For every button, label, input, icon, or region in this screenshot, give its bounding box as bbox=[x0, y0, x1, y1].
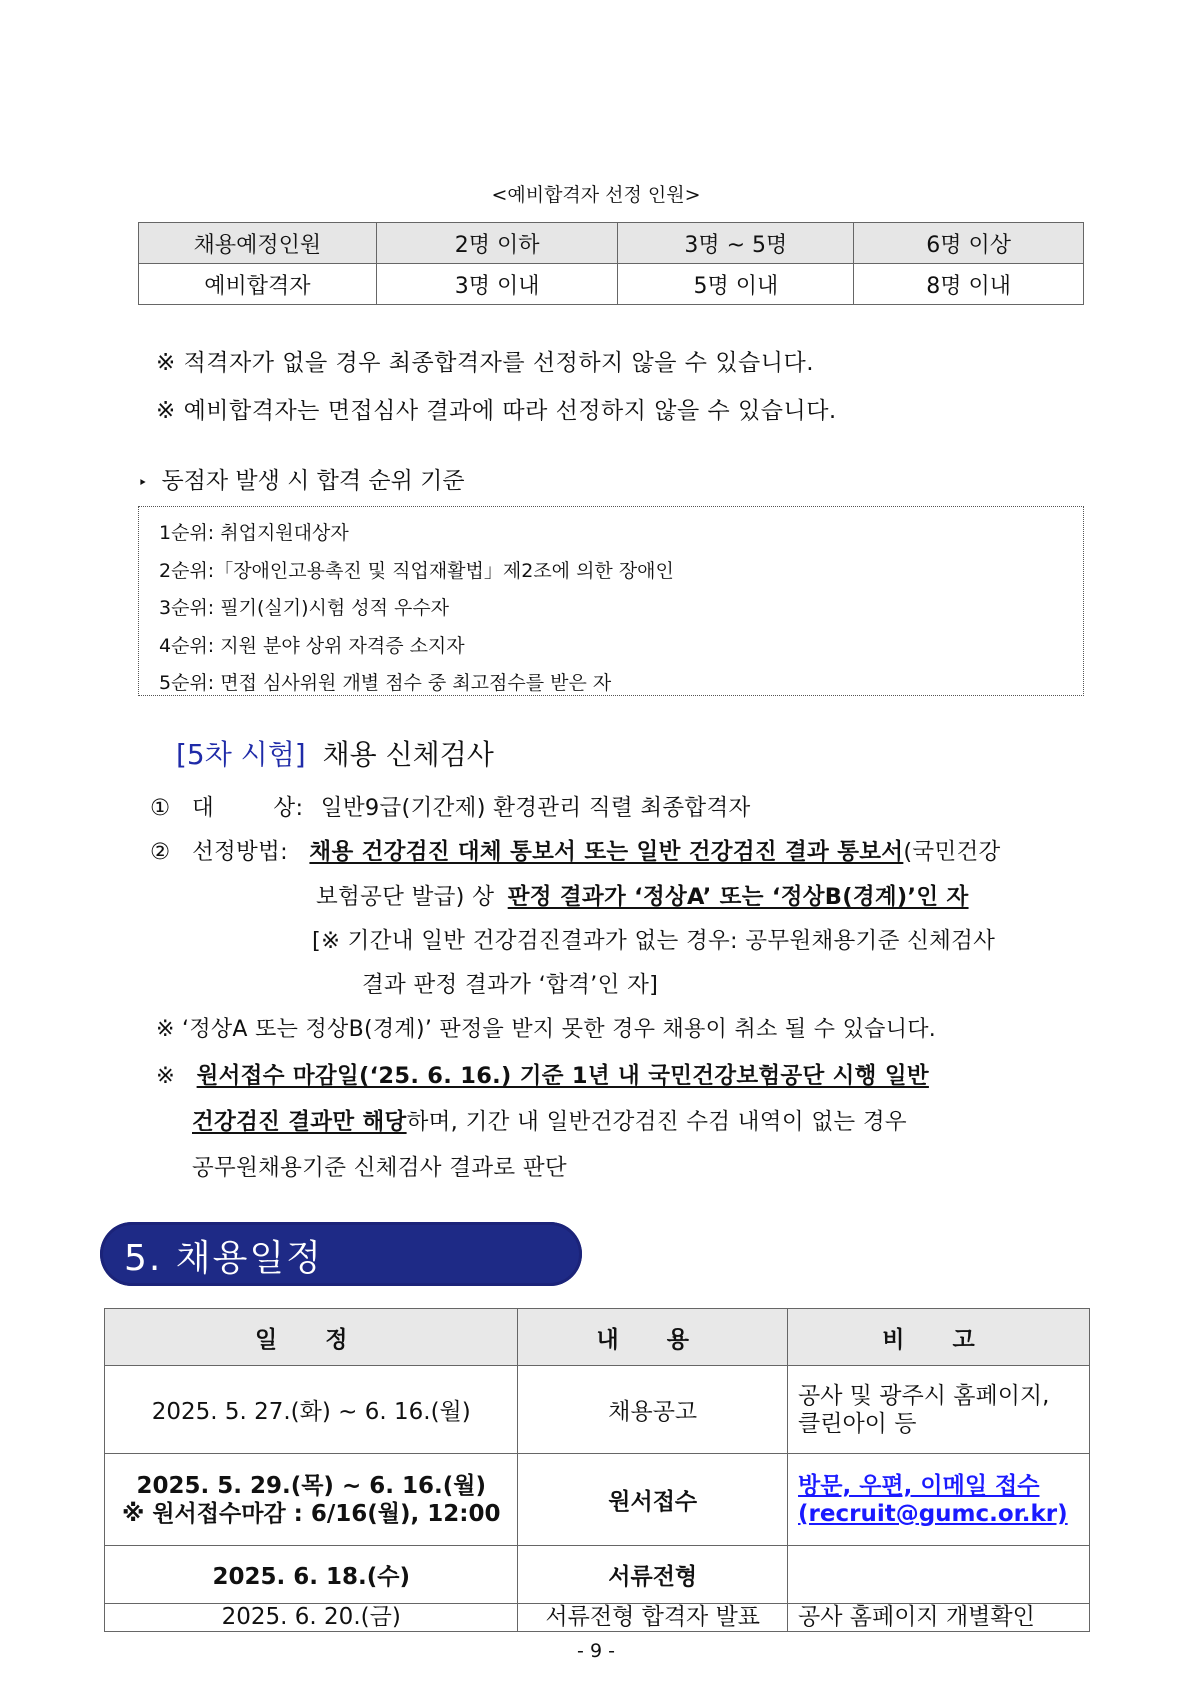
tie-heading-text: 동점자 발생 시 합격 순위 기준 bbox=[161, 468, 465, 494]
circled-one: ① bbox=[150, 795, 171, 821]
schedule-row bbox=[105, 1546, 1090, 1604]
exam5-item1 bbox=[150, 790, 751, 822]
schedule-row bbox=[105, 1604, 1090, 1632]
exam5-note2-line2 bbox=[192, 1104, 907, 1136]
schedule-header-note: 비 고 bbox=[788, 1309, 1090, 1366]
reserve-table-row bbox=[139, 264, 1084, 305]
note2-mark: ※ bbox=[156, 1063, 176, 1089]
page-number: - 9 - bbox=[577, 1640, 615, 1662]
exam5-item2-sub1: [※ 기간내 일반 건강검진결과가 없는 경우: 공무원채용기준 신체검사 bbox=[312, 928, 996, 954]
reserve-cell: 3명 이내 bbox=[376, 264, 618, 305]
note-line: 클린아이 등 bbox=[798, 1410, 917, 1437]
section5-title: 5. 채용일정 bbox=[124, 1238, 323, 1279]
schedule-date: 2025. 6. 20.(금) bbox=[105, 1604, 518, 1632]
item2-text2: 보험공단 발급) 상 bbox=[316, 884, 495, 910]
note2-text2: 하며, 기간 내 일반건강검진 수검 내역이 없는 경우 bbox=[406, 1109, 907, 1135]
note-line: 공사 및 광주시 홈페이지, bbox=[798, 1382, 1050, 1409]
circled-two: ② bbox=[150, 839, 171, 865]
exam5-heading bbox=[176, 733, 494, 773]
schedule-header-content: 내 용 bbox=[518, 1309, 788, 1366]
reserve-cell: 8명 이내 bbox=[854, 264, 1084, 305]
tie-heading bbox=[138, 462, 465, 495]
reserve-cell: 예비합격자 bbox=[139, 264, 377, 305]
schedule-content: 채용공고 bbox=[518, 1366, 788, 1454]
bullet-icon: ‣ bbox=[138, 473, 148, 492]
schedule-content: 원서접수 bbox=[518, 1454, 788, 1546]
schedule-content: 서류전형 합격자 발표 bbox=[518, 1604, 788, 1632]
section5-banner bbox=[100, 1222, 582, 1286]
schedule-note bbox=[788, 1454, 1090, 1546]
apply-methods-link[interactable]: 방문, 우편, 이메일 접수 bbox=[798, 1472, 1040, 1499]
reserve-table bbox=[138, 222, 1084, 305]
reserve-header-cell: 6명 이상 bbox=[854, 223, 1084, 264]
rank-item: 3순위: 필기(실기)시험 성적 우수자 bbox=[159, 597, 450, 619]
item1-label: 대 상: bbox=[191, 795, 304, 821]
schedule-note: 공사 홈페이지 개별확인 bbox=[788, 1604, 1090, 1632]
schedule-table bbox=[104, 1308, 1090, 1632]
reserve-table-caption: <예비합격자 선정 인원> bbox=[491, 184, 701, 206]
item2-underline2: 판정 결과가 ‘정상A’ 또는 ‘정상B(경계)’인 자 bbox=[507, 884, 969, 910]
tie-rank-box bbox=[138, 506, 1084, 696]
reserve-table-header bbox=[139, 223, 1084, 264]
schedule-date: 2025. 6. 18.(수) bbox=[105, 1546, 518, 1604]
deadline-text: ※ 원서접수마감 : 6/16(월), 12:00 bbox=[121, 1500, 501, 1527]
note2-underline1: 원서접수 마감일(‘25. 6. 16.) 기준 1년 내 국민건강보험공단 시행 일반 bbox=[196, 1063, 929, 1089]
schedule-content: 서류전형 bbox=[518, 1546, 788, 1604]
exam5-note1: ※ ‘정상A 또는 정상B(경계)’ 판정을 받지 못한 경우 채용이 취소 될 수 있습니다. bbox=[156, 1017, 937, 1042]
note-no-qualified: ※ 적격자가 없을 경우 최종합격자를 선정하지 않을 수 있습니다. bbox=[156, 350, 815, 376]
item1-text: 일반9급(기간제) 환경관리 직렬 최종합격자 bbox=[320, 795, 751, 821]
exam5-title: 채용 신체검사 bbox=[322, 738, 494, 771]
date-text: 2025. 5. 27.(화) ~ 6. 16.(월) bbox=[151, 1399, 471, 1425]
item2-text1: (국민건강 bbox=[903, 839, 1001, 865]
rank-item: 5순위: 면접 심사위원 개별 점수 중 최고점수를 받은 자 bbox=[159, 672, 612, 694]
schedule-row bbox=[105, 1454, 1090, 1546]
date-text: 2025. 5. 29.(목) ~ 6. 16.(월) bbox=[136, 1472, 486, 1499]
exam5-tag: [5차 시험] bbox=[176, 738, 306, 771]
schedule-note bbox=[788, 1546, 1090, 1604]
schedule-header-date: 일 정 bbox=[105, 1309, 518, 1366]
reserve-header-cell: 3명 ~ 5명 bbox=[618, 223, 854, 264]
recruit-email-link[interactable]: (recruit@gumc.or.kr) bbox=[798, 1500, 1068, 1527]
exam5-item2-sub2: 결과 판정 결과가 ‘합격’인 자] bbox=[362, 972, 659, 998]
rank-item: 2순위:「장애인고용촉진 및 직업재활법」제2조에 의한 장애인 bbox=[159, 559, 674, 582]
rank-item: 1순위: 취업지원대상자 bbox=[159, 522, 349, 544]
schedule-date bbox=[105, 1366, 518, 1454]
rank-item: 4순위: 지원 분야 상위 자격증 소지자 bbox=[159, 634, 465, 657]
reserve-header-cell: 채용예정인원 bbox=[139, 223, 377, 264]
exam5-note2-line3: 공무원채용기준 신체검사 결과로 판단 bbox=[192, 1155, 567, 1181]
schedule-header-row bbox=[105, 1309, 1090, 1366]
schedule-row bbox=[105, 1366, 1090, 1454]
item2-label: 선정방법: bbox=[191, 839, 288, 865]
note2-underline2: 건강검진 결과만 해당 bbox=[192, 1109, 407, 1135]
schedule-note bbox=[788, 1366, 1090, 1454]
exam5-note2-line1 bbox=[156, 1058, 929, 1090]
exam5-item2-line1 bbox=[150, 834, 1001, 866]
note-reserve: ※ 예비합격자는 면접심사 결과에 따라 선정하지 않을 수 있습니다. bbox=[156, 398, 837, 424]
exam5-item2-line2 bbox=[316, 879, 969, 911]
reserve-header-cell: 2명 이하 bbox=[376, 223, 618, 264]
reserve-cell: 5명 이내 bbox=[618, 264, 854, 305]
item2-underline1: 채용 건강검진 대체 통보서 또는 일반 건강검진 결과 통보서 bbox=[309, 839, 904, 865]
schedule-date bbox=[105, 1454, 518, 1546]
